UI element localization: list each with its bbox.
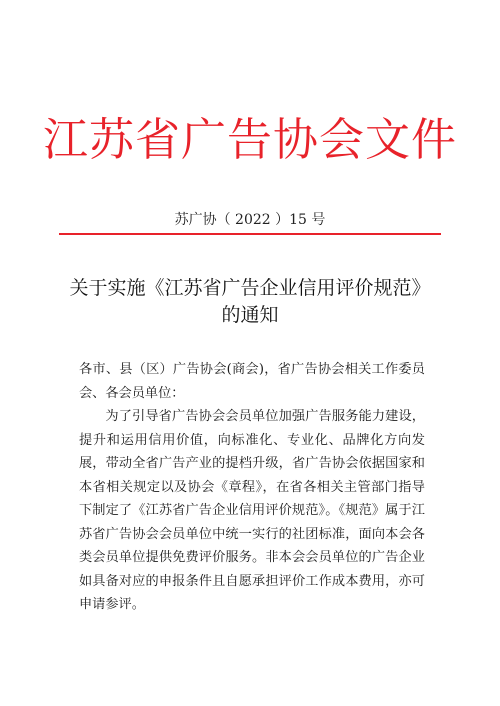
document-title-line-2: 的通知 <box>221 304 279 326</box>
document-number: 苏广协（ 2022 ）15 号 <box>174 212 326 228</box>
salutation: 各市、县（区）广告协会(商会)，省广告协会相关工作委员会、各会员单位： <box>79 362 425 401</box>
document-body <box>79 358 425 617</box>
document-title-line-1: 关于实施《江苏省广告企业信用评价规范》 <box>69 277 431 299</box>
body-paragraph: 为了引导省广告协会会员单位加强广告服务能力建设，提升和运用信用价值，向标准化、专业化、品牌化方向发展，带动全省广告产业的提档升级，省广告协会依据国家和本省相关规定以及协会《章程》，在省各相关主管部门指导下制定了《江苏省广告企业信用评价规范》。《规范》属于江苏省广告协会会员单位中统一实行的社团标准，面向本会各类会员单位提供免费评价服务。非本会会员单位的广告企业如具备对应的申报条件且自愿承担评价工作成本费用，亦可申请参评。 <box>79 409 425 612</box>
header-divider <box>59 233 441 235</box>
document-header-title: 江苏省广告协会文件 <box>42 113 457 166</box>
document-title <box>0 275 500 329</box>
